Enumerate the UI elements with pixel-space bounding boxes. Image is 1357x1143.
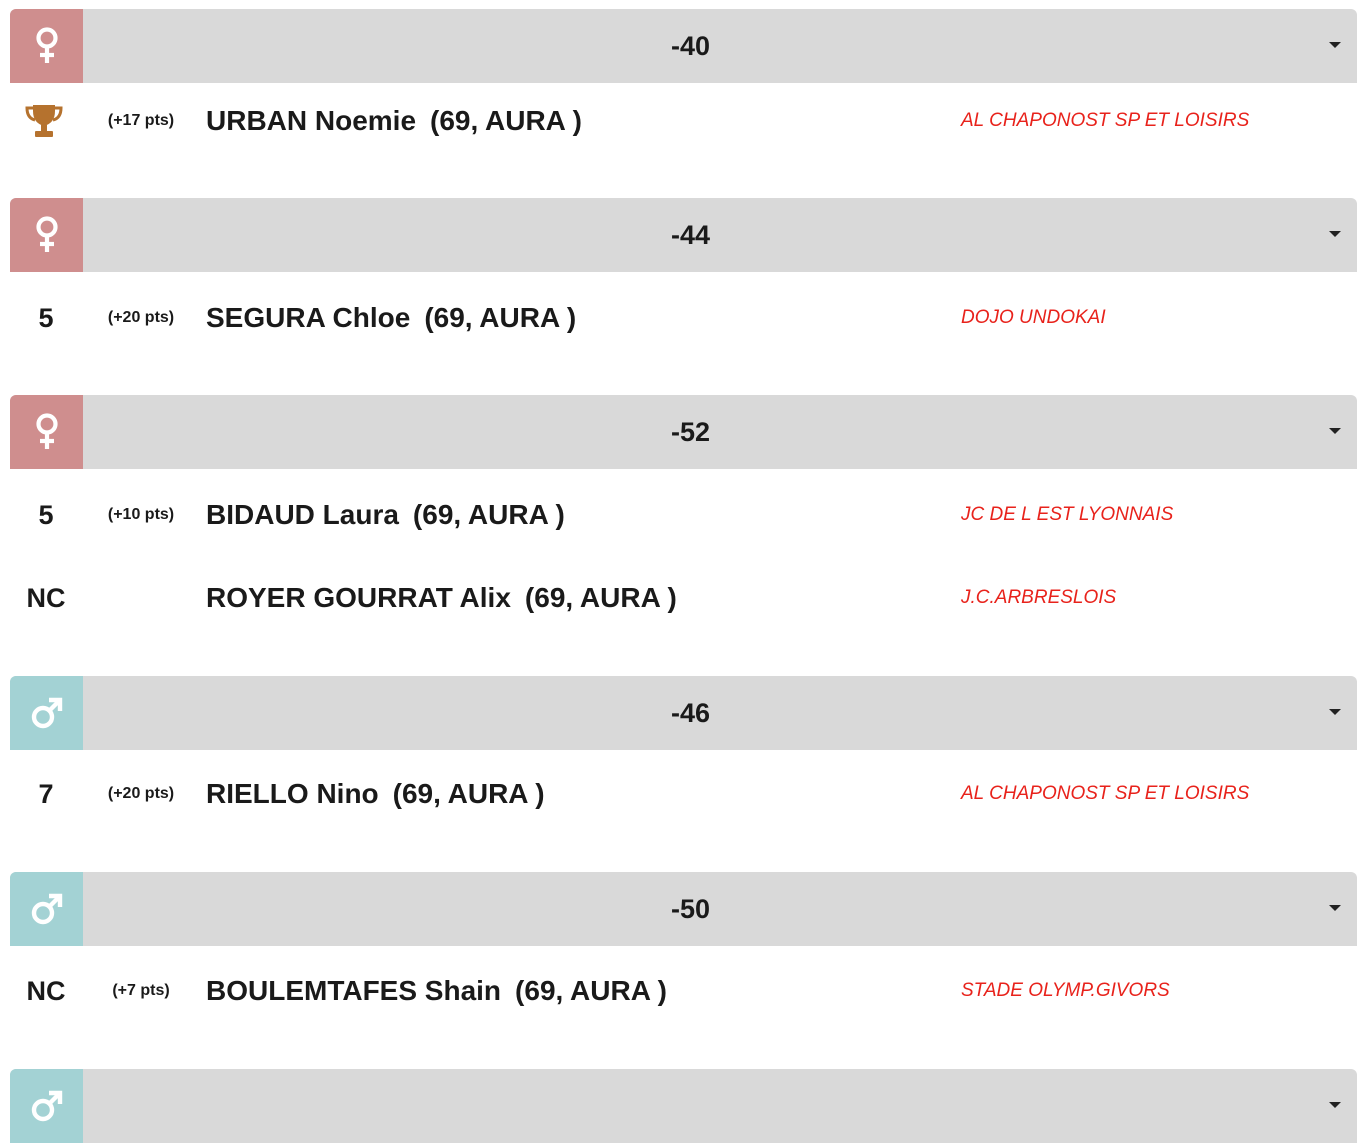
athlete-name: BIDAUD Laura (69, AURA ) [206, 499, 565, 530]
chevron-down-icon[interactable] [1329, 709, 1341, 715]
result-row [0, 293, 1357, 343]
rank: NC [26, 976, 66, 1006]
category-label: -40 [670, 31, 711, 61]
category-label: -50 [670, 894, 711, 924]
result-row [0, 96, 1357, 146]
athlete-name: BOULEMTAFES Shain (69, AURA ) [206, 975, 667, 1006]
result-row [0, 490, 1357, 540]
rank: 5 [38, 303, 54, 333]
result-row [0, 769, 1357, 819]
category-label: -52 [670, 417, 711, 447]
chevron-down-icon[interactable] [1329, 42, 1341, 48]
category-header[interactable] [10, 872, 1357, 946]
category-header[interactable] [10, 395, 1357, 469]
category-label: -44 [670, 220, 711, 250]
points-gained: (+10 pts) [107, 506, 175, 523]
points-gained: (+20 pts) [107, 309, 175, 326]
club-link[interactable]: STADE OLYMP.GIVORS [961, 980, 1170, 1001]
athlete-name: ROYER GOURRAT Alix (69, AURA ) [206, 582, 677, 613]
athlete-region: (69, AURA ) [515, 975, 667, 1006]
points-gained [92, 573, 190, 623]
chevron-down-icon[interactable] [1329, 905, 1341, 911]
points-gained: (+17 pts) [107, 112, 175, 129]
athlete-region: (69, AURA ) [424, 302, 577, 333]
category-label [10, 1069, 1357, 1143]
athlete-region: (69, AURA ) [412, 499, 565, 530]
points-gained: (+20 pts) [107, 785, 175, 802]
chevron-down-icon[interactable] [1329, 428, 1341, 434]
rank: NC [26, 583, 66, 613]
category-header[interactable] [10, 198, 1357, 272]
category-header[interactable] [10, 676, 1357, 750]
club-link[interactable]: AL CHAPONOST SP ET LOISIRS [961, 783, 1250, 804]
rank: 7 [38, 779, 54, 809]
club-link[interactable]: DOJO UNDOKAI [961, 307, 1106, 328]
category-header[interactable] [10, 1069, 1357, 1143]
rank: 5 [38, 500, 54, 530]
trophy-icon [24, 101, 64, 141]
athlete-name: SEGURA Chloe (69, AURA ) [206, 302, 577, 333]
points-gained: (+7 pts) [112, 982, 170, 999]
athlete-region: (69, AURA ) [430, 105, 582, 136]
result-row [0, 573, 1357, 623]
athlete-region: (69, AURA ) [524, 582, 677, 613]
club-link[interactable]: JC DE L EST LYONNAIS [961, 504, 1174, 525]
result-row [0, 966, 1357, 1016]
athlete-name: RIELLO Nino (69, AURA ) [206, 778, 545, 809]
club-link[interactable]: J.C.ARBRESLOIS [961, 587, 1117, 608]
club-link[interactable]: AL CHAPONOST SP ET LOISIRS [961, 110, 1250, 131]
athlete-region: (69, AURA ) [392, 778, 545, 809]
chevron-down-icon[interactable] [1329, 1102, 1341, 1108]
category-header[interactable] [10, 9, 1357, 83]
category-label: -46 [670, 698, 711, 728]
athlete-name: URBAN Noemie (69, AURA ) [206, 105, 582, 136]
chevron-down-icon[interactable] [1329, 231, 1341, 237]
